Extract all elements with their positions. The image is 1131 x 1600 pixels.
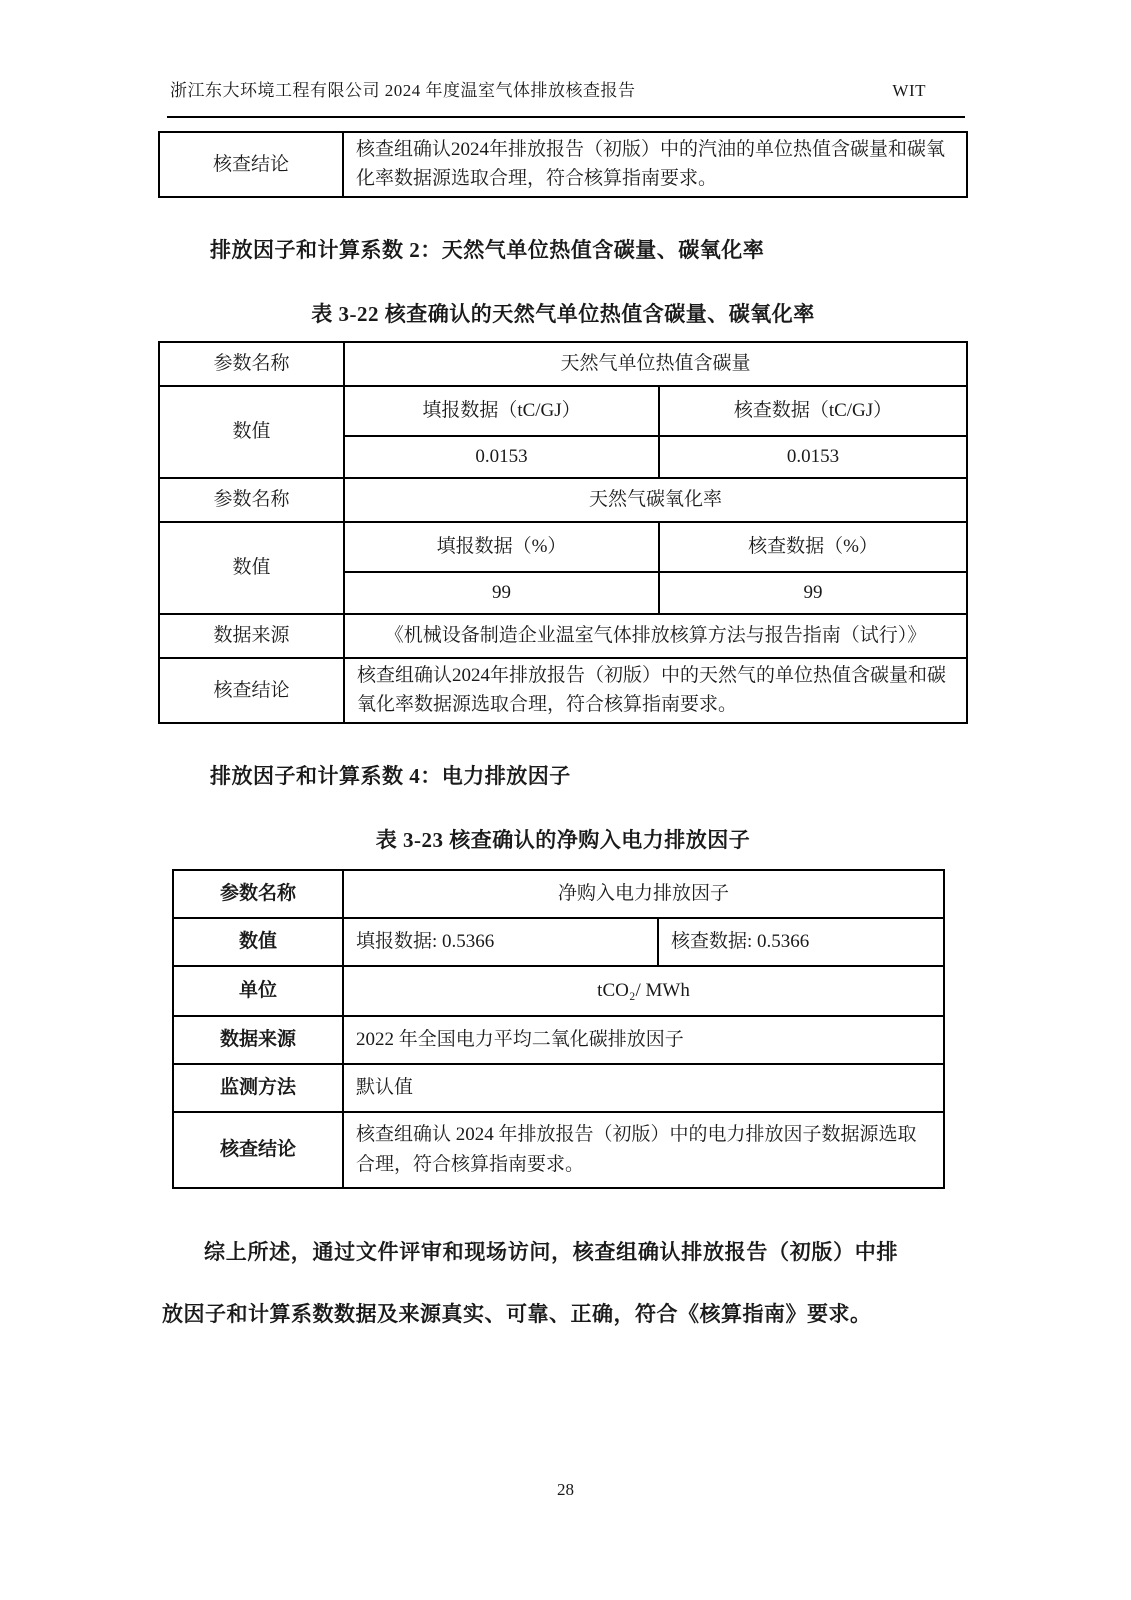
- table-3-23: [172, 869, 945, 1189]
- closing-paragraph: 综上所述，通过文件评审和现场访问，核查组确认排放报告（初版）中排放因子和计算系数数据及来源真实、可靠、正确，符合《核算指南》要求。: [162, 1239, 898, 1326]
- header-report-title: 浙江东大环境工程有限公司 2024 年度温室气体排放核查报告: [170, 81, 636, 100]
- table-row: [159, 478, 967, 522]
- table-row: [173, 1016, 944, 1064]
- carryover-conclusion-table: [158, 131, 968, 198]
- reported-data-value: 填报数据: 0.5366: [343, 918, 658, 966]
- table-3-22: [158, 341, 968, 724]
- param-name-value: 净购入电力排放因子: [343, 870, 944, 918]
- verified-data-value: 核查数据: 0.5366: [658, 918, 944, 966]
- table-row: [173, 918, 944, 966]
- verified-data-value: 0.0153: [659, 436, 967, 478]
- table-3-22-title: 表 3-22 核查确认的天然气单位热值含碳量、碳氧化率: [311, 301, 815, 326]
- section-heading-factor-2: 排放因子和计算系数 2：天然气单位热值含碳量、碳氧化率: [210, 237, 765, 262]
- param-name-label: 参数名称: [159, 342, 344, 386]
- unit-label: 单位: [173, 966, 343, 1016]
- param-name-value: 天然气碳氧化率: [344, 478, 967, 522]
- reported-data-header: 填报数据（tC/GJ）: [344, 386, 659, 436]
- table-3-23-title: 表 3-23 核查确认的净购入电力排放因子: [375, 827, 751, 852]
- unit-value: tCO₂/ MWh: [343, 966, 944, 1016]
- table-row: [173, 870, 944, 918]
- header-org-mark: WIT: [892, 81, 926, 100]
- conclusion-text: 核查组确认2024年排放报告（初版）中的汽油的单位热值含碳量和碳氧化率数据源选取合理，符合核算指南要求。: [343, 132, 967, 197]
- data-source-label: 数据来源: [173, 1016, 343, 1064]
- reported-data-value: 0.0153: [344, 436, 659, 478]
- conclusion-label: 核查结论: [173, 1112, 343, 1188]
- verified-data-value: 99: [659, 572, 967, 614]
- table-row: [159, 614, 967, 658]
- table-row: [159, 522, 967, 572]
- table-row: [159, 342, 967, 386]
- section-heading-factor-4: 排放因子和计算系数 4：电力排放因子: [210, 763, 571, 788]
- conclusion-value: 核查组确认2024年排放报告（初版）中的天然气的单位热值含碳量和碳氧化率数据源选取合理，符合核算指南要求。: [344, 658, 967, 723]
- value-label: 数值: [173, 918, 343, 966]
- page-number: 28: [557, 1480, 574, 1499]
- param-name-label: 参数名称: [159, 478, 344, 522]
- data-source-label: 数据来源: [159, 614, 344, 658]
- verified-data-header: 核查数据（tC/GJ）: [659, 386, 967, 436]
- table-row: [173, 1064, 944, 1112]
- data-source-value: 2022 年全国电力平均二氧化碳排放因子: [343, 1016, 944, 1064]
- monitoring-method-label: 监测方法: [173, 1064, 343, 1112]
- monitoring-method-value: 默认值: [343, 1064, 944, 1112]
- data-source-value: 《机械设备制造企业温室气体排放核算方法与报告指南（试行）》: [344, 614, 967, 658]
- table-row: [173, 966, 944, 1016]
- conclusion-value: 核查组确认 2024 年排放报告（初版）中的电力排放因子数据源选取合理，符合核算指南要求。: [343, 1112, 944, 1188]
- param-name-value: 天然气单位热值含碳量: [344, 342, 967, 386]
- table-row: [159, 132, 967, 197]
- table-row: [173, 1112, 944, 1188]
- reported-data-header: 填报数据（%）: [344, 522, 659, 572]
- header-rule: [167, 116, 965, 118]
- param-name-label: 参数名称: [173, 870, 343, 918]
- reported-data-value: 99: [344, 572, 659, 614]
- conclusion-label: 核查结论: [159, 132, 343, 197]
- page-header: [0, 0, 1131, 101]
- table-row: [159, 658, 967, 723]
- value-label: 数值: [159, 522, 344, 614]
- table-row: [159, 386, 967, 436]
- value-label: 数值: [159, 386, 344, 478]
- conclusion-label: 核查结论: [159, 658, 344, 723]
- verified-data-header: 核查数据（%）: [659, 522, 967, 572]
